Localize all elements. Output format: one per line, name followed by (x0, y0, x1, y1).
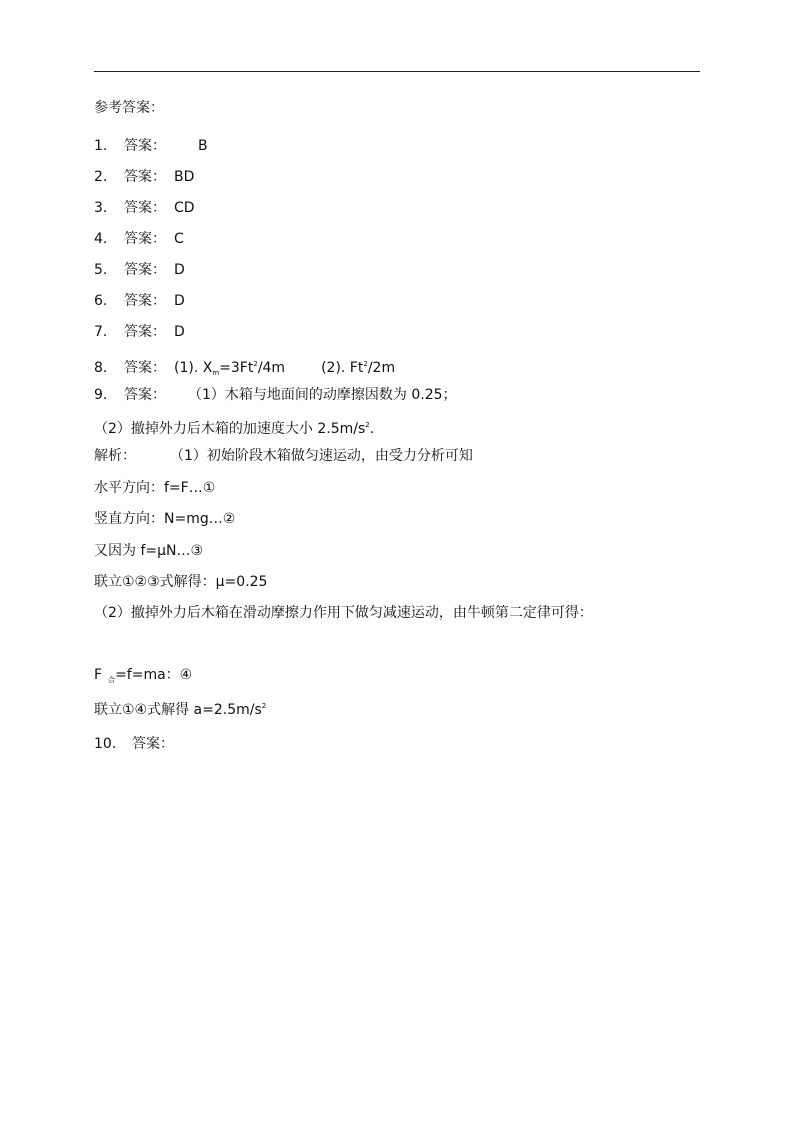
q8-part2-prefix: (2). Ft (321, 360, 364, 376)
answer-label: 答案： (132, 736, 174, 752)
combine-result-1: 联立①②③式解得：μ=0.25 (94, 574, 268, 590)
answer-label: 答案： (124, 293, 166, 309)
analysis-label: 解析： (94, 448, 136, 464)
answer-label: 答案： (124, 200, 166, 216)
answer-label: 答案： (124, 169, 166, 185)
vertical-equation: 竖直方向：N=mg…② (94, 511, 236, 527)
answer-label: 答案： (124, 138, 166, 154)
answer-line-10 (94, 733, 182, 755)
horizontal-equation: 水平方向：f=F…① (94, 480, 216, 496)
q8-part1-prefix: (1). X (174, 360, 213, 376)
answer-label: 答案： (124, 360, 166, 376)
q9-part2-end: . (369, 421, 375, 437)
q8-part1-end: /4m (257, 360, 286, 376)
answer-number: 4. (94, 231, 108, 247)
answer-number: 2. (94, 169, 108, 185)
answer-line-5 (94, 259, 185, 281)
answer-number: 8. (94, 360, 108, 376)
answer-value: B (198, 138, 208, 154)
friction-equation: 又因为 f=μN…③ (94, 543, 204, 559)
combine2-text: 联立①④式解得 a=2.5m/s (94, 702, 262, 718)
answer-number: 3. (94, 200, 108, 216)
answer-value: D (174, 293, 185, 309)
section-title: 参考答案： (94, 100, 164, 116)
answer-line-3 (94, 197, 195, 219)
q9-part2-line (94, 414, 374, 436)
newton-rest: =f=ma：④ (115, 667, 193, 683)
answer-label: 答案： (124, 387, 166, 403)
answer-number: 1. (94, 138, 108, 154)
header-rule (94, 71, 700, 72)
answer-number: 7. (94, 324, 108, 340)
answer-line-4 (94, 228, 184, 250)
newton-subscript: 合 (108, 676, 116, 684)
answer-line-2 (94, 166, 194, 188)
answer-number: 6. (94, 293, 108, 309)
newton-force: F (94, 667, 103, 683)
q8-part1-mid: =3Ft (219, 360, 254, 376)
q8-part2-end: /2m (367, 360, 396, 376)
q9-part2-superscript: 2 (365, 421, 370, 429)
answer-number: 9. (94, 387, 108, 403)
combine-result-2 (94, 695, 266, 717)
answer-value: BD (174, 169, 195, 185)
analysis-line (94, 445, 473, 467)
newton-equation (94, 664, 192, 686)
answer-label: 答案： (124, 262, 166, 278)
analysis-intro: （1）初始阶段木箱做匀速运动，由受力分析可知 (170, 448, 473, 464)
combine2-superscript: 2 (261, 702, 267, 710)
q8-part1-subscript: m (212, 369, 220, 377)
answer-value: D (174, 262, 185, 278)
answer-label: 答案： (124, 324, 166, 340)
answer-label: 答案： (124, 231, 166, 247)
answer-number: 5. (94, 262, 108, 278)
answer-line-6 (94, 290, 185, 312)
q9-part1: （1）木箱与地面间的动摩擦因数为 0.25； (188, 387, 457, 403)
answer-value: C (174, 231, 184, 247)
q8-part2-superscript: 2 (363, 360, 368, 368)
answer-line-7 (94, 321, 185, 343)
answer-line-1 (94, 135, 208, 157)
q9-part2: （2）撤掉外力后木箱的加速度大小 2.5m/s (94, 421, 366, 437)
answer-number: 10. (94, 736, 117, 752)
answer-value: D (174, 324, 185, 340)
answer-value: CD (174, 200, 195, 216)
answer-line-8 (94, 353, 395, 375)
answer-line-9 (94, 384, 457, 406)
part2-explanation: （2）撤掉外力后木箱在滑动摩擦力作用下做匀减速运动，由牛顿第二定律可得： (94, 605, 593, 621)
q8-part1-superscript: 2 (253, 360, 258, 368)
